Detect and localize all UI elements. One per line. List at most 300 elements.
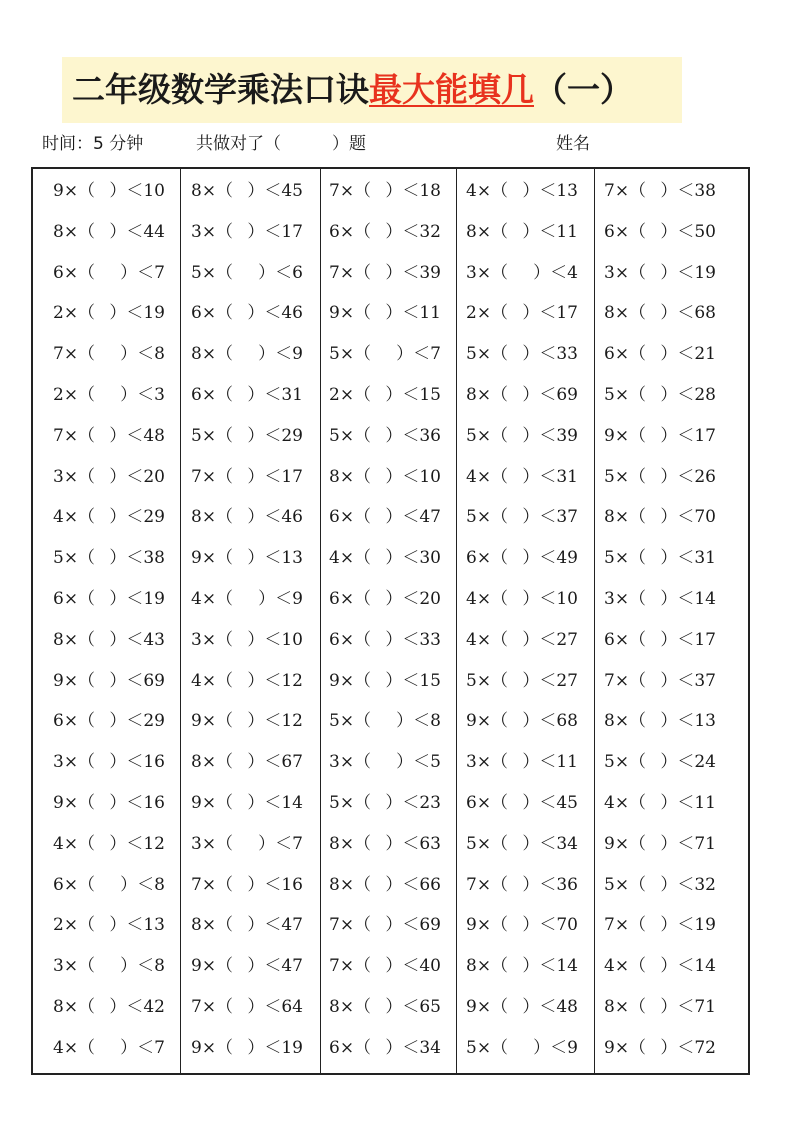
exercise-limit: ）＜9: [258, 344, 303, 365]
exercise-multiplier: 2×（: [466, 303, 509, 324]
exercise-item[interactable]: [171, 375, 309, 416]
exercise-limit: ）＜12: [247, 711, 303, 732]
exercise-limit: ）＜32: [385, 221, 441, 242]
exercise-item[interactable]: [171, 293, 309, 334]
exercise-item[interactable]: [584, 620, 722, 661]
exercise-multiplier: 5×（: [329, 793, 372, 813]
exercise-multiplier: 4×（: [53, 507, 96, 528]
exercise-item[interactable]: [171, 905, 309, 946]
exercise-limit: ）＜27: [522, 670, 578, 691]
exercise-multiplier: 6×（: [466, 548, 509, 569]
exercise-limit: ）＜37: [522, 507, 578, 528]
exercise-multiplier: 4×（: [466, 589, 509, 609]
exercise-multiplier: 6×（: [466, 793, 509, 813]
exercise-multiplier: 6×（: [191, 303, 234, 324]
exercise-multiplier: 7×（: [191, 997, 234, 1017]
exercise-limit: ）＜17: [660, 425, 716, 446]
exercise-item[interactable]: [171, 253, 309, 294]
exercise-item[interactable]: [584, 253, 722, 294]
exercise-limit: ）＜19: [660, 915, 716, 936]
exercise-multiplier: 4×（: [604, 793, 647, 813]
exercise-multiplier: 3×（: [53, 466, 96, 487]
exercise-multiplier: 8×（: [466, 956, 509, 977]
exercise-limit: ）＜49: [522, 548, 578, 569]
title-emphasis: 最大能填几: [369, 70, 534, 109]
exercise-multiplier: 5×（: [191, 262, 234, 283]
exercise-item[interactable]: [33, 334, 171, 375]
exercise-limit: ）＜47: [247, 956, 303, 977]
exercise-limit: ）＜69: [522, 385, 578, 405]
exercise-item[interactable]: [584, 1028, 722, 1069]
exercise-multiplier: 9×（: [466, 711, 509, 732]
exercise-item[interactable]: [446, 1028, 584, 1069]
exercise-limit: ）＜68: [660, 303, 716, 324]
exercise-item[interactable]: [309, 865, 447, 906]
exercise-item[interactable]: [309, 946, 447, 987]
exercise-limit: ）＜19: [660, 262, 716, 283]
exercise-item[interactable]: [446, 293, 584, 334]
exercise-limit: ）＜8: [120, 344, 165, 365]
exercise-multiplier: 8×（: [191, 181, 234, 201]
exercise-multiplier: 5×（: [466, 507, 509, 528]
exercise-multiplier: 8×（: [604, 711, 647, 732]
exercise-multiplier: 7×（: [329, 262, 372, 283]
exercise-limit: ）＜19: [247, 1037, 303, 1058]
exercise-limit: ）＜43: [109, 629, 165, 650]
exercise-multiplier: 2×（: [53, 303, 96, 324]
exercise-multiplier: 3×（: [191, 629, 234, 650]
exercise-item[interactable]: [584, 293, 722, 334]
exercise-limit: ）＜48: [109, 425, 165, 446]
exercise-item[interactable]: [33, 416, 171, 457]
exercise-limit: ）＜65: [385, 997, 441, 1017]
exercise-item[interactable]: [309, 538, 447, 579]
exercise-multiplier: 5×（: [466, 425, 509, 446]
exercise-multiplier: 7×（: [604, 670, 647, 691]
exercise-limit: ）＜14: [660, 589, 716, 609]
exercise-multiplier: 8×（: [466, 385, 509, 405]
exercise-item[interactable]: [33, 987, 171, 1028]
exercise-multiplier: 9×（: [191, 711, 234, 732]
exercise-item[interactable]: [171, 171, 309, 212]
exercise-item[interactable]: [584, 946, 722, 987]
name-label: 姓名: [556, 134, 590, 154]
exercise-limit: ）＜11: [522, 221, 578, 242]
exercise-limit: ）＜50: [660, 221, 716, 242]
exercise-item[interactable]: [446, 171, 584, 212]
exercise-multiplier: 2×（: [53, 915, 96, 936]
exercise-multiplier: 9×（: [604, 833, 647, 854]
exercise-limit: ）＜45: [522, 793, 578, 813]
exercise-item[interactable]: [584, 171, 722, 212]
exercise-item[interactable]: [33, 293, 171, 334]
exercise-item[interactable]: [33, 212, 171, 253]
exercise-item[interactable]: [171, 946, 309, 987]
exercise-limit: ）＜3: [120, 385, 165, 405]
exercise-multiplier: 3×（: [466, 752, 509, 773]
exercise-multiplier: 9×（: [191, 1037, 234, 1058]
exercise-limit: ）＜13: [109, 915, 165, 936]
exercise-limit: ）＜9: [258, 589, 303, 609]
exercise-limit: ）＜23: [385, 793, 441, 813]
exercise-multiplier: 6×（: [329, 221, 372, 242]
exercise-multiplier: 2×（: [53, 385, 96, 405]
exercise-multiplier: 9×（: [53, 793, 96, 813]
exercise-item[interactable]: [33, 457, 171, 498]
exercise-limit: ）＜66: [385, 874, 441, 895]
exercise-multiplier: 8×（: [53, 997, 96, 1017]
exercise-item[interactable]: [584, 661, 722, 702]
exercise-limit: ）＜38: [660, 181, 716, 201]
exercise-item[interactable]: [584, 579, 722, 620]
exercise-limit: ）＜11: [660, 793, 716, 813]
exercise-item[interactable]: [309, 742, 447, 783]
exercise-multiplier: 8×（: [191, 507, 234, 528]
exercise-item[interactable]: [171, 987, 309, 1028]
exercise-limit: ）＜39: [522, 425, 578, 446]
exercise-multiplier: 3×（: [191, 221, 234, 242]
exercise-limit: ）＜31: [247, 385, 303, 405]
exercise-multiplier: 9×（: [466, 997, 509, 1017]
exercise-multiplier: 8×（: [53, 629, 96, 650]
exercise-limit: ）＜18: [385, 181, 441, 201]
exercise-multiplier: 6×（: [53, 589, 96, 609]
exercise-limit: ）＜8: [120, 874, 165, 895]
correct-count-label: 共做对了（ ）题: [196, 134, 366, 154]
exercise-item[interactable]: [171, 661, 309, 702]
exercise-item[interactable]: [171, 1028, 309, 1069]
exercise-item[interactable]: [584, 538, 722, 579]
exercise-item[interactable]: [584, 212, 722, 253]
exercise-multiplier: 5×（: [466, 833, 509, 854]
exercise-item[interactable]: [171, 334, 309, 375]
exercise-item[interactable]: [584, 375, 722, 416]
exercise-item[interactable]: [584, 824, 722, 865]
exercise-item[interactable]: [446, 701, 584, 742]
exercise-item[interactable]: [584, 865, 722, 906]
exercise-item[interactable]: [309, 987, 447, 1028]
exercise-item[interactable]: [584, 742, 722, 783]
exercise-limit: ）＜26: [660, 466, 716, 487]
exercise-limit: ）＜70: [522, 915, 578, 936]
exercise-limit: ）＜33: [522, 344, 578, 365]
exercise-item[interactable]: [584, 783, 722, 824]
exercise-multiplier: 2×（: [329, 385, 372, 405]
exercise-multiplier: 8×（: [329, 466, 372, 487]
exercise-item[interactable]: [33, 538, 171, 579]
exercise-item[interactable]: [33, 497, 171, 538]
time-label: 时间：5 分钟: [42, 134, 144, 154]
exercise-item[interactable]: [584, 497, 722, 538]
exercise-item[interactable]: [171, 865, 309, 906]
exercise-item[interactable]: [33, 620, 171, 661]
exercise-limit: ）＜13: [522, 181, 578, 201]
exercise-item[interactable]: [309, 905, 447, 946]
exercise-limit: ）＜47: [247, 915, 303, 936]
exercise-item[interactable]: [171, 701, 309, 742]
exercise-multiplier: 7×（: [604, 915, 647, 936]
exercise-limit: ）＜24: [660, 752, 716, 773]
exercise-limit: ）＜7: [396, 344, 441, 365]
exercise-item[interactable]: [446, 865, 584, 906]
exercise-limit: ）＜19: [109, 303, 165, 324]
exercise-limit: ）＜6: [258, 262, 303, 283]
exercise-limit: ）＜5: [396, 752, 441, 773]
exercise-limit: ）＜17: [247, 466, 303, 487]
exercise-item[interactable]: [33, 865, 171, 906]
exercise-limit: ）＜13: [660, 711, 716, 732]
exercise-limit: ）＜33: [385, 629, 441, 650]
exercise-item[interactable]: [309, 334, 447, 375]
exercise-limit: ）＜15: [385, 670, 441, 691]
exercise-multiplier: 8×（: [604, 303, 647, 324]
exercise-multiplier: 6×（: [604, 344, 647, 365]
exercise-limit: ）＜45: [247, 181, 303, 201]
exercise-multiplier: 4×（: [466, 629, 509, 650]
exercise-item[interactable]: [446, 334, 584, 375]
exercise-multiplier: 4×（: [53, 1037, 96, 1058]
exercise-item[interactable]: [171, 457, 309, 498]
exercise-multiplier: 7×（: [53, 425, 96, 446]
exercise-multiplier: 6×（: [53, 711, 96, 732]
exercise-item[interactable]: [446, 457, 584, 498]
exercise-item[interactable]: [309, 293, 447, 334]
exercise-item[interactable]: [446, 946, 584, 987]
exercise-limit: ）＜32: [660, 874, 716, 895]
exercise-multiplier: 8×（: [604, 507, 647, 528]
exercise-item[interactable]: [584, 905, 722, 946]
exercise-multiplier: 5×（: [604, 466, 647, 487]
exercise-multiplier: 4×（: [191, 589, 234, 609]
exercise-limit: ）＜16: [109, 752, 165, 773]
exercise-limit: ）＜12: [247, 670, 303, 691]
exercise-item[interactable]: [309, 171, 447, 212]
exercise-item[interactable]: [446, 212, 584, 253]
exercise-limit: ）＜29: [109, 711, 165, 732]
exercise-item[interactable]: [171, 579, 309, 620]
exercise-item[interactable]: [584, 416, 722, 457]
exercise-item[interactable]: [309, 1028, 447, 1069]
exercise-multiplier: 3×（: [53, 752, 96, 773]
exercise-limit: ）＜44: [109, 221, 165, 242]
exercise-multiplier: 4×（: [329, 548, 372, 569]
exercise-item[interactable]: [309, 457, 447, 498]
exercise-multiplier: 8×（: [191, 915, 234, 936]
exercise-multiplier: 3×（: [329, 752, 372, 773]
exercise-item[interactable]: [309, 661, 447, 702]
exercise-multiplier: 8×（: [329, 874, 372, 895]
exercise-item[interactable]: [446, 783, 584, 824]
exercise-multiplier: 8×（: [329, 997, 372, 1017]
exercise-multiplier: 7×（: [466, 874, 509, 895]
exercise-multiplier: 7×（: [329, 181, 372, 201]
exercise-multiplier: 7×（: [191, 466, 234, 487]
exercise-limit: ）＜63: [385, 833, 441, 854]
exercise-item[interactable]: [171, 212, 309, 253]
exercise-item[interactable]: [171, 620, 309, 661]
exercise-limit: ）＜28: [660, 385, 716, 405]
exercise-item[interactable]: [309, 783, 447, 824]
exercise-limit: ）＜31: [522, 466, 578, 487]
exercise-item[interactable]: [446, 824, 584, 865]
exercise-item[interactable]: [446, 375, 584, 416]
exercise-multiplier: 7×（: [329, 956, 372, 977]
exercise-limit: ）＜29: [109, 507, 165, 528]
exercise-item[interactable]: [446, 579, 584, 620]
exercise-limit: ）＜72: [660, 1037, 716, 1058]
exercise-item[interactable]: [446, 987, 584, 1028]
exercise-limit: ）＜30: [385, 548, 441, 569]
exercise-multiplier: 5×（: [604, 874, 647, 895]
exercise-limit: ）＜67: [247, 752, 303, 773]
exercise-item[interactable]: [309, 620, 447, 661]
exercise-limit: ）＜34: [385, 1037, 441, 1058]
exercise-item[interactable]: [309, 579, 447, 620]
exercise-multiplier: 6×（: [329, 507, 372, 528]
title-suffix: （一）: [534, 70, 633, 109]
exercise-item[interactable]: [33, 171, 171, 212]
exercise-item[interactable]: [309, 824, 447, 865]
exercise-multiplier: 8×（: [53, 221, 96, 242]
exercise-item[interactable]: [33, 375, 171, 416]
exercise-multiplier: 5×（: [329, 344, 372, 365]
title-main: 二年级数学乘法口诀: [72, 70, 369, 109]
exercise-item[interactable]: [309, 416, 447, 457]
exercise-limit: ）＜39: [385, 262, 441, 283]
exercise-multiplier: 8×（: [466, 221, 509, 242]
exercise-item[interactable]: [584, 701, 722, 742]
exercise-multiplier: 6×（: [604, 629, 647, 650]
exercise-item[interactable]: [33, 1028, 171, 1069]
exercise-limit: ）＜17: [660, 629, 716, 650]
exercise-item[interactable]: [584, 457, 722, 498]
exercise-item[interactable]: [584, 987, 722, 1028]
exercise-limit: ）＜14: [522, 956, 578, 977]
exercise-item[interactable]: [446, 416, 584, 457]
exercise-multiplier: 4×（: [53, 833, 96, 854]
exercise-limit: ）＜36: [522, 874, 578, 895]
exercise-multiplier: 6×（: [53, 262, 96, 283]
exercise-multiplier: 5×（: [604, 548, 647, 569]
exercise-multiplier: 5×（: [466, 344, 509, 365]
exercise-limit: ）＜27: [522, 629, 578, 650]
exercise-item[interactable]: [446, 253, 584, 294]
exercise-multiplier: 5×（: [191, 425, 234, 446]
exercise-item[interactable]: [309, 253, 447, 294]
exercise-limit: ）＜7: [120, 1037, 165, 1058]
exercise-item[interactable]: [171, 742, 309, 783]
exercise-limit: ）＜14: [660, 956, 716, 977]
exercise-multiplier: 8×（: [604, 997, 647, 1017]
exercise-multiplier: 5×（: [329, 425, 372, 446]
exercise-limit: ）＜40: [385, 956, 441, 977]
exercise-limit: ）＜36: [385, 425, 441, 446]
exercise-multiplier: 8×（: [191, 752, 234, 773]
exercise-multiplier: 7×（: [191, 874, 234, 895]
exercise-limit: ）＜17: [522, 303, 578, 324]
exercise-item[interactable]: [171, 416, 309, 457]
exercise-multiplier: 7×（: [604, 181, 647, 201]
exercise-multiplier: 9×（: [604, 1037, 647, 1058]
exercise-multiplier: 6×（: [329, 1037, 372, 1058]
exercise-item[interactable]: [33, 946, 171, 987]
exercise-limit: ）＜10: [522, 589, 578, 609]
exercise-limit: ）＜71: [660, 997, 716, 1017]
exercise-item[interactable]: [171, 497, 309, 538]
exercise-multiplier: 6×（: [329, 629, 372, 650]
exercise-multiplier: 3×（: [604, 262, 647, 283]
exercise-multiplier: 4×（: [604, 956, 647, 977]
exercise-limit: ）＜20: [385, 589, 441, 609]
exercise-limit: ）＜46: [247, 303, 303, 324]
exercise-item[interactable]: [446, 620, 584, 661]
exercise-multiplier: 9×（: [191, 956, 234, 977]
exercise-limit: ）＜15: [385, 385, 441, 405]
exercise-item[interactable]: [309, 497, 447, 538]
exercise-item[interactable]: [446, 538, 584, 579]
exercise-multiplier: 8×（: [191, 344, 234, 365]
exercise-item[interactable]: [309, 701, 447, 742]
exercise-limit: ）＜14: [247, 793, 303, 813]
exercise-item[interactable]: [446, 742, 584, 783]
exercise-item[interactable]: [33, 824, 171, 865]
exercise-multiplier: 6×（: [191, 385, 234, 405]
exercise-multiplier: 8×（: [329, 833, 372, 854]
exercise-limit: ）＜13: [247, 548, 303, 569]
exercise-item[interactable]: [33, 783, 171, 824]
exercise-limit: ）＜8: [396, 711, 441, 732]
exercise-limit: ）＜68: [522, 711, 578, 732]
page-title: [72, 66, 633, 114]
exercise-multiplier: 6×（: [53, 874, 96, 895]
exercise-limit: ）＜29: [247, 425, 303, 446]
exercise-multiplier: 3×（: [191, 833, 234, 854]
exercise-limit: ）＜21: [660, 344, 716, 365]
exercise-item[interactable]: [584, 334, 722, 375]
exercise-limit: ）＜10: [247, 629, 303, 650]
exercise-item[interactable]: [171, 538, 309, 579]
exercise-limit: ）＜12: [109, 833, 165, 854]
exercise-item[interactable]: [33, 742, 171, 783]
exercise-limit: ）＜47: [385, 507, 441, 528]
exercise-item[interactable]: [171, 783, 309, 824]
exercise-item[interactable]: [446, 497, 584, 538]
exercise-item[interactable]: [33, 253, 171, 294]
exercise-multiplier: 4×（: [466, 466, 509, 487]
exercise-item[interactable]: [33, 701, 171, 742]
exercise-limit: ）＜9: [533, 1037, 578, 1058]
exercise-item[interactable]: [33, 661, 171, 702]
exercise-item[interactable]: [446, 661, 584, 702]
exercise-limit: ）＜7: [258, 833, 303, 854]
exercise-limit: ）＜69: [109, 670, 165, 691]
exercise-multiplier: 9×（: [466, 915, 509, 936]
exercise-item[interactable]: [171, 824, 309, 865]
exercise-multiplier: 6×（: [604, 221, 647, 242]
exercise-item[interactable]: [33, 905, 171, 946]
exercise-multiplier: 9×（: [604, 425, 647, 446]
exercise-limit: ）＜37: [660, 670, 716, 691]
exercise-multiplier: 9×（: [53, 181, 96, 201]
exercise-limit: ）＜16: [247, 874, 303, 895]
exercise-item[interactable]: [33, 579, 171, 620]
exercise-multiplier: 5×（: [466, 670, 509, 691]
exercise-limit: ）＜46: [247, 507, 303, 528]
exercise-item[interactable]: [309, 375, 447, 416]
exercise-limit: ）＜10: [385, 466, 441, 487]
exercise-item[interactable]: [309, 212, 447, 253]
exercise-item[interactable]: [446, 905, 584, 946]
